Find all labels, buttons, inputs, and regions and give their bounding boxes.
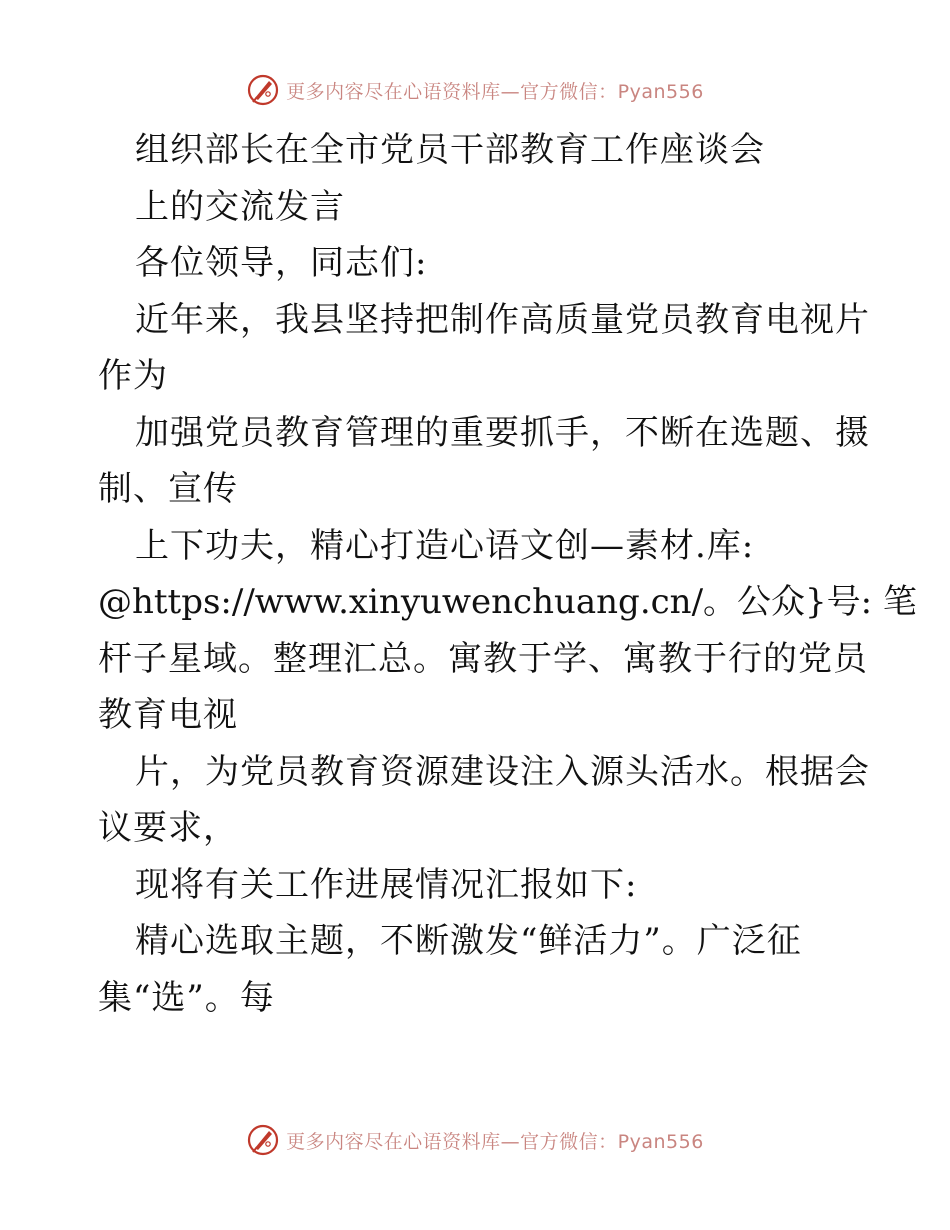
paragraph-line: 近年来，我县坚持把制作高质量党员教育电视片 xyxy=(135,299,870,340)
paragraph-line: 精心选取主题，不断激发“鲜活力”。广泛征 xyxy=(135,921,802,961)
header-watermark-text: 更多内容尽在心语资料库—官方微信：Pyan556 xyxy=(286,80,704,103)
document-body xyxy=(98,122,917,1026)
quill-pen-logo-icon xyxy=(246,73,280,107)
paragraph-line: 作为 xyxy=(98,356,168,396)
footer-watermark-banner xyxy=(0,1120,950,1160)
paragraph-line: 杆子星域。整理汇总。寓教于学、寓教于行的党员 xyxy=(98,638,868,679)
document-title-line-1: 组织部长在全市党员干部教育工作座谈会 xyxy=(135,130,765,170)
document-title-line-2: 上的交流发言 xyxy=(135,186,345,227)
paragraph-line: 教育电视 xyxy=(98,695,238,735)
paragraph-line: 制、宣传 xyxy=(98,469,238,509)
footer-watermark-text: 更多内容尽在心语资料库—官方微信：Pyan556 xyxy=(286,1130,704,1153)
paragraph-line: 集“选”。每 xyxy=(98,977,275,1018)
paragraph-line: 片，为党员教育资源建设注入源头活水。根据会 xyxy=(135,751,870,792)
paragraph-line: 议要求， xyxy=(98,808,238,848)
header-watermark-banner xyxy=(0,70,950,110)
quill-pen-logo-icon xyxy=(246,1123,280,1157)
paragraph-line: 加强党员教育管理的重要抓手，不断在选题、摄 xyxy=(135,412,870,453)
paragraph-line: 现将有关工作进展情况汇报如下: xyxy=(135,864,638,905)
paragraph-line: 上下功夫，精心打造心语文创—素材.库: xyxy=(135,525,755,566)
paragraph-line-url: @https://www.xinyuwenchuang.cn/。公众}号: 笔 xyxy=(98,582,917,622)
salutation: 各位领导，同志们: xyxy=(135,243,428,283)
